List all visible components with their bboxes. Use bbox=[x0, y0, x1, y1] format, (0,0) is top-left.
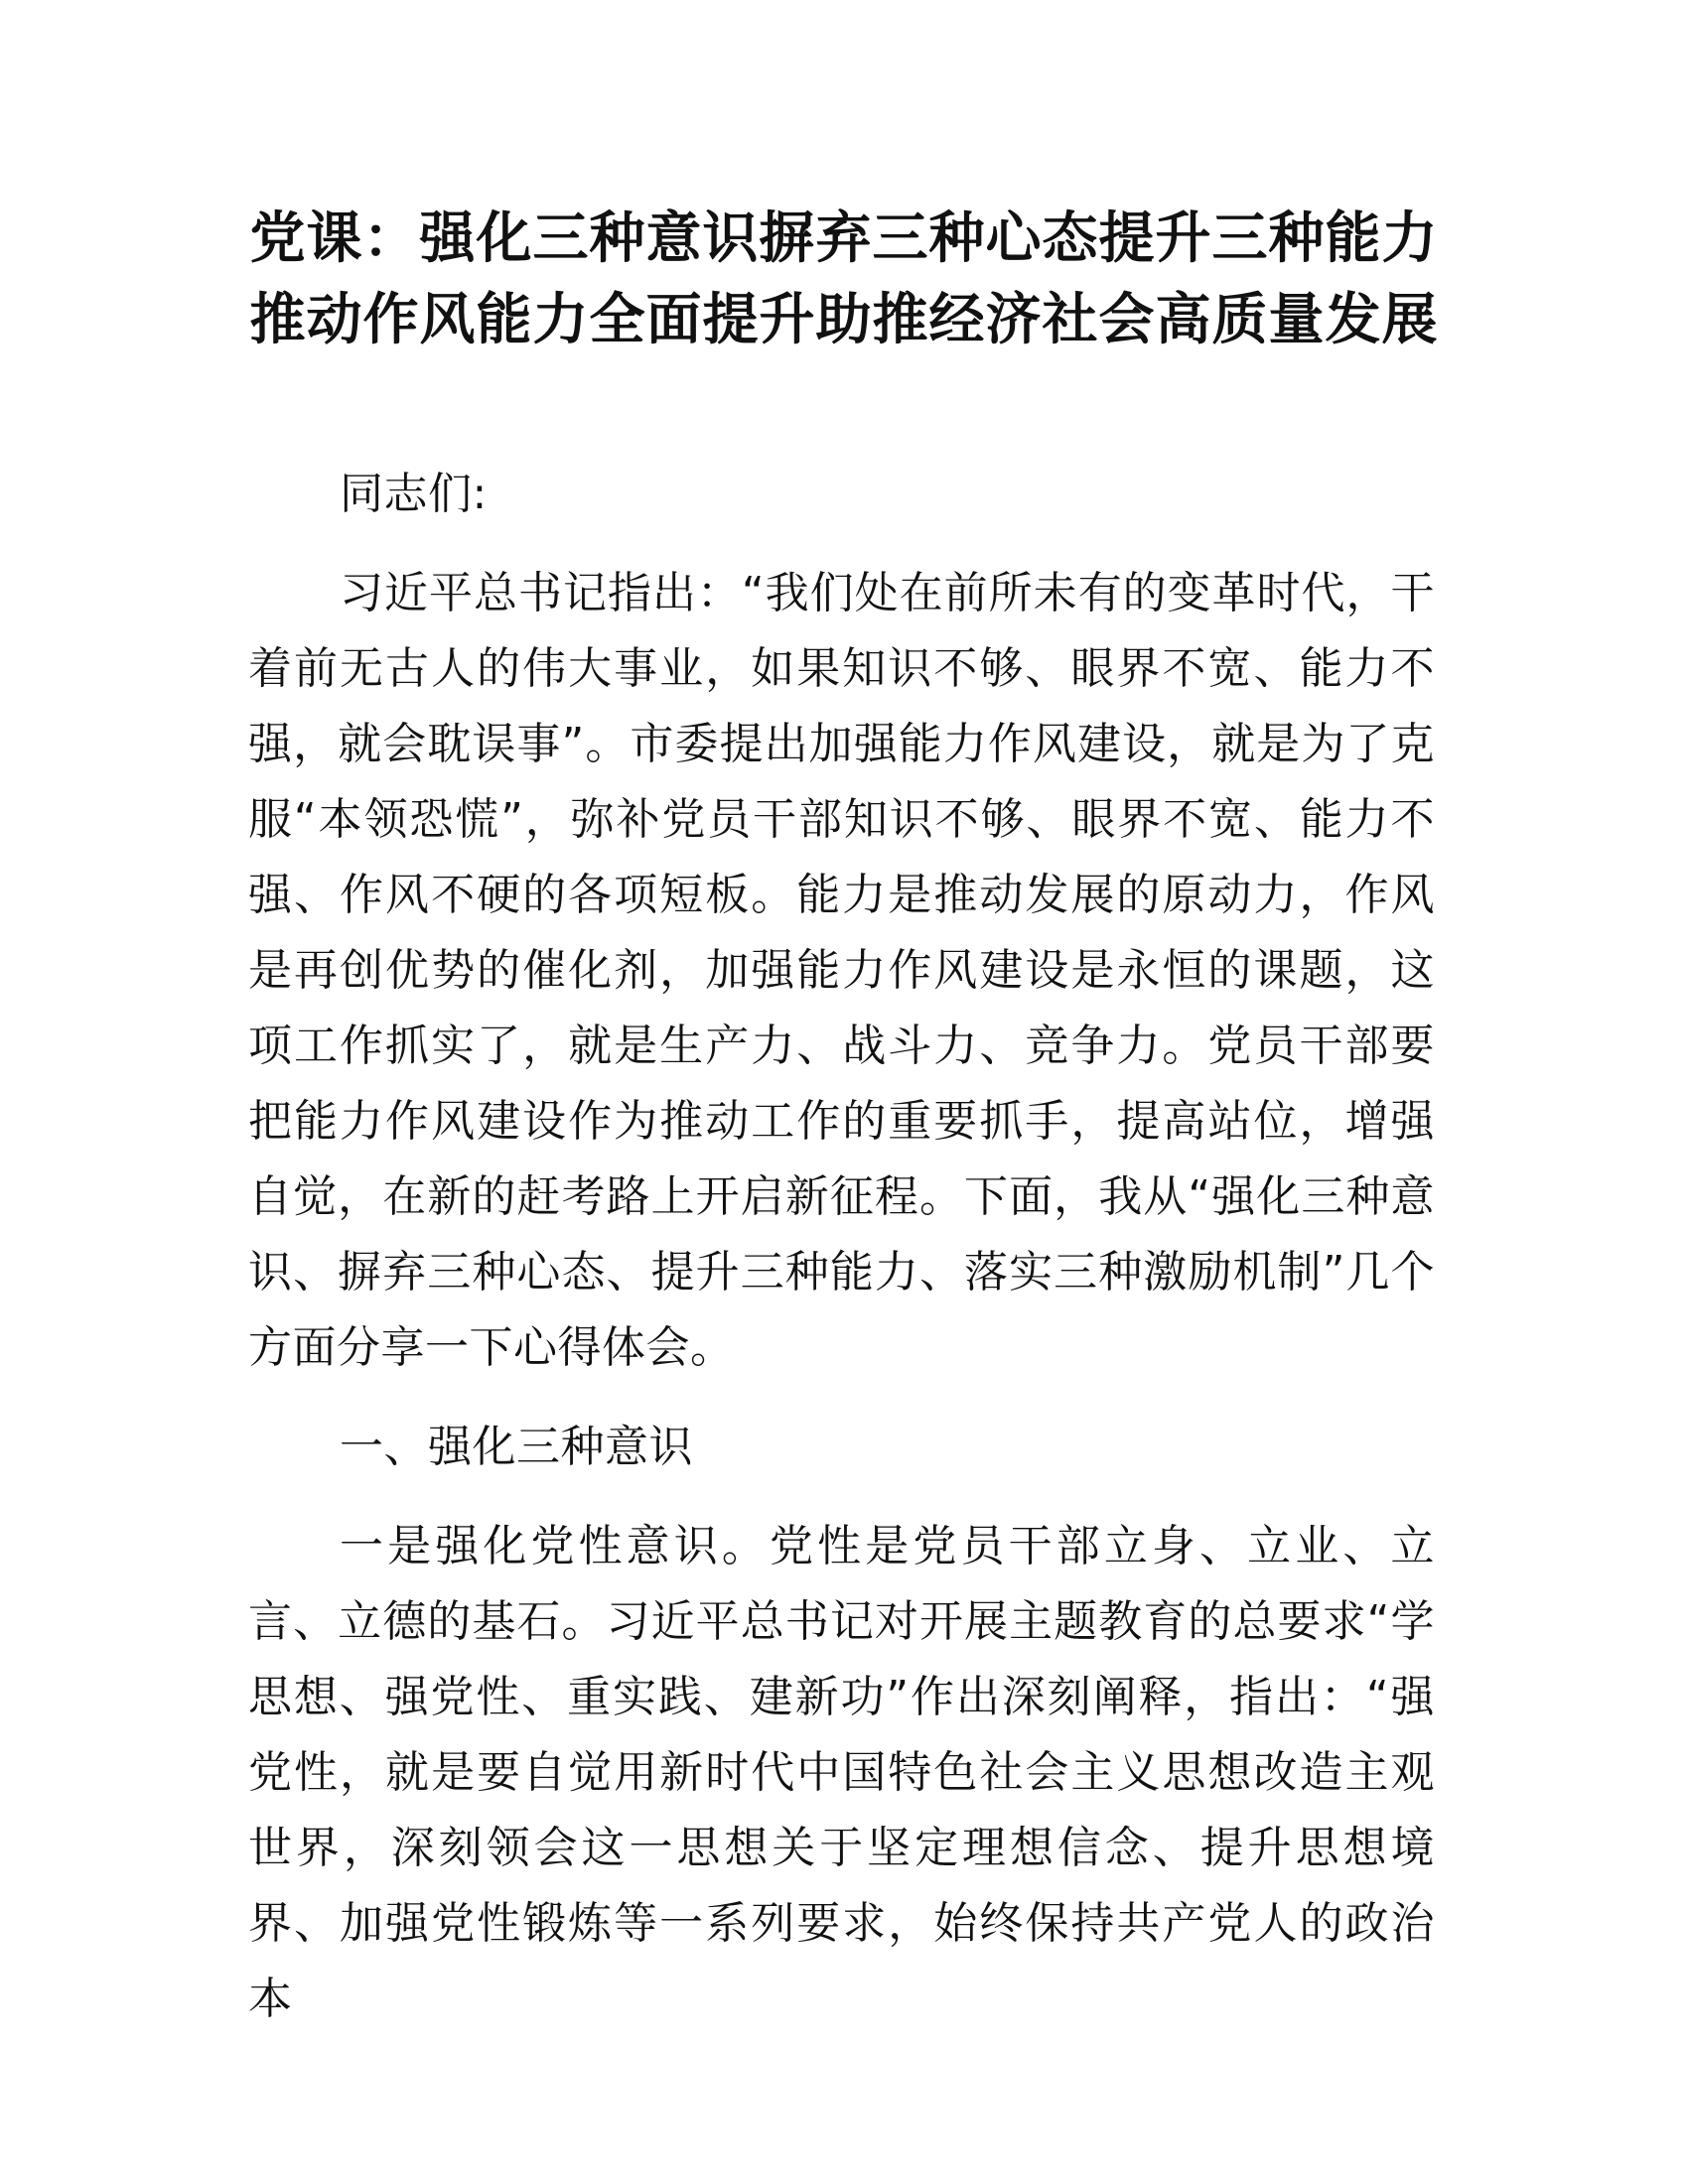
document-body bbox=[248, 457, 1435, 2037]
paragraph-party-spirit: 一是强化党性意识。党性是党员干部立身、立业、立言、立德的基石。习近平总书记对开展主题教育的总要求“学思想、强党性、重实践、建新功”作出深刻阐释，指出：“强党性，就是要自觉用新时代中国特色社会主义思想改造主观世界，深刻领会这一思想关于坚定理想信念、提升思想境界、加强党性锻炼等一系列要求，始终保持共产党人的政治本 bbox=[248, 1521, 1435, 2024]
section-heading-one: 一、强化三种意识 bbox=[340, 1422, 693, 1472]
document-title: 党课：强化三种意识摒弃三种心态提升三种能力推动作风能力全面提升助推经济社会高质量发展 bbox=[249, 206, 1439, 352]
paragraph-intro: 习近平总书记指出：“我们处在前所未有的变革时代，干着前无古人的伟大事业，如果知识不够、眼界不宽、能力不强，就会耽误事”。市委提出加强能力作风建设，就是为了克服“本领恐慌”，弥补党员干部知识不够、眼界不宽、能力不强、作风不硬的各项短板。能力是推动发展的原动力，作风是再创优势的催化剂，加强能力作风建设是永恒的课题，这项工作抓实了，就是生产力、战斗力、竞争力。党员干部要把能力作风建设作为推动工作的重要抓手，提高站位，增强自觉，在新的赶考路上开启新征程。下面，我从“强化三种意识、摒弃三种心态、提升三种能力、落实三种激励机制”几个方面分享一下心得体会。 bbox=[248, 568, 1435, 1373]
salutation: 同志们: bbox=[340, 469, 488, 519]
